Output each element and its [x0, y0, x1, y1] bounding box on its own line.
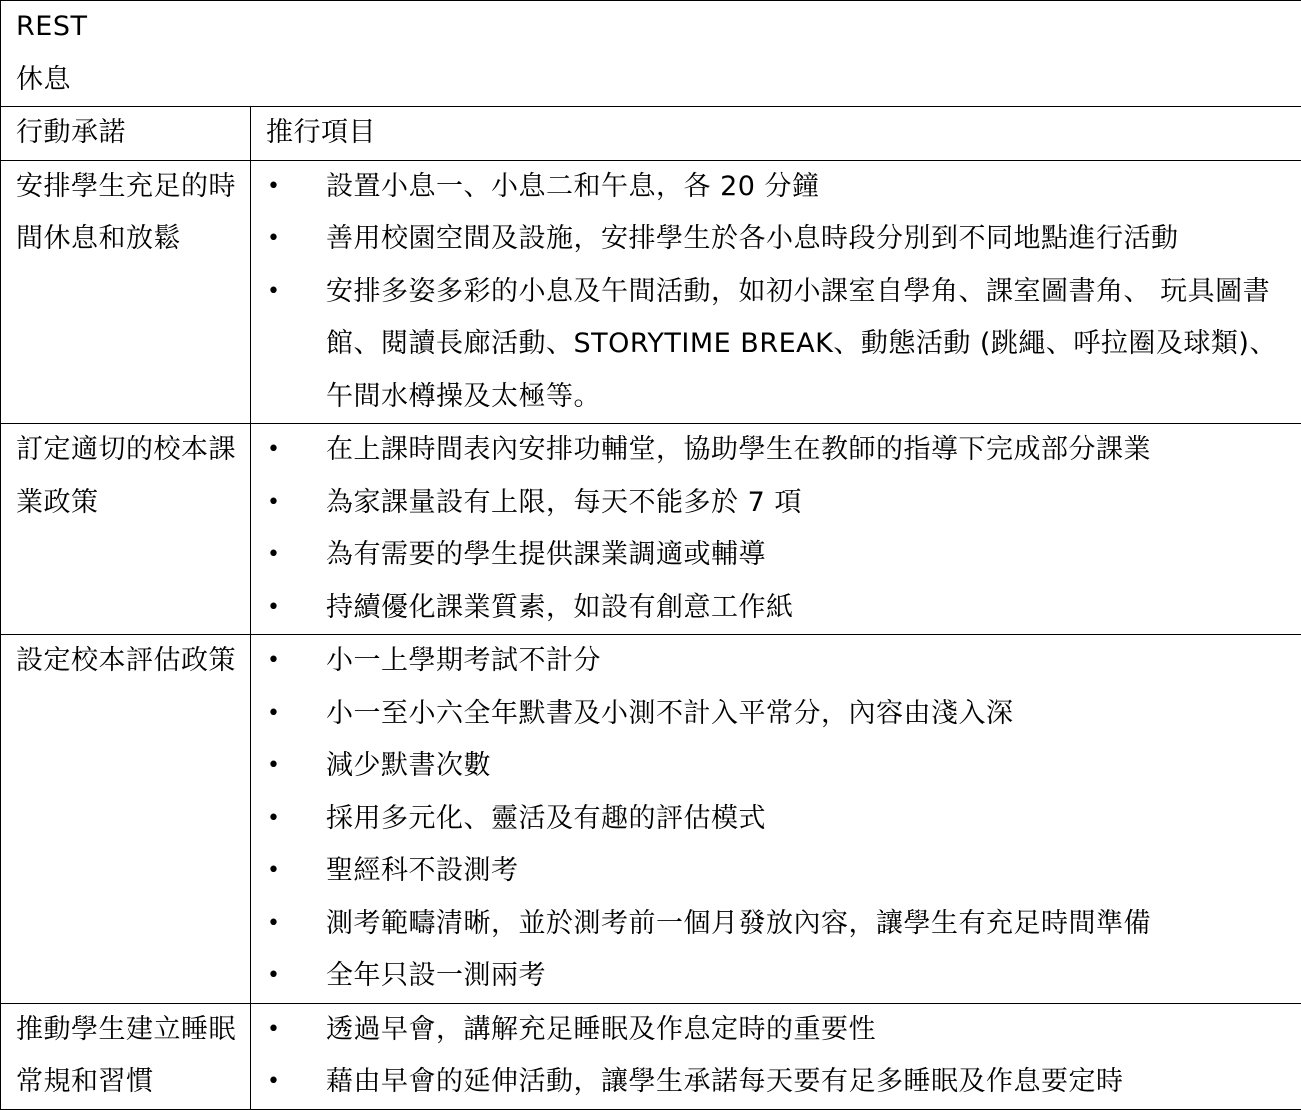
list-item-text: 持續優化課業質素，如設有創意工作紙	[326, 592, 794, 623]
title-english: REST	[16, 1, 1301, 54]
list-item	[266, 161, 1301, 214]
list-item	[266, 845, 1301, 898]
table-row	[1, 424, 1301, 635]
list-item	[266, 477, 1301, 530]
list-item	[266, 898, 1301, 951]
commitment-cell: 設定校本評估政策	[1, 635, 251, 1004]
bullet-icon: •	[267, 477, 280, 530]
commitment-cell: 安排學生充足的時間休息和放鬆	[1, 160, 251, 424]
bullet-icon: •	[267, 688, 280, 741]
column-header-items: 推行項目	[251, 107, 1301, 161]
commitment-cell: 訂定適切的校本課業政策	[1, 424, 251, 635]
bullet-icon: •	[267, 845, 280, 898]
table-row	[1, 160, 1301, 424]
list-item-text: 在上課時間表內安排功輔堂，協助學生在教師的指導下完成部分課業	[326, 434, 1151, 465]
items-list	[266, 635, 1301, 1003]
list-item-text: 為家課量設有上限，每天不能多於 7 項	[326, 487, 802, 518]
list-item-text: 小一至小六全年默書及小測不計入平常分，內容由淺入深	[326, 698, 1014, 729]
bullet-icon: •	[267, 529, 280, 582]
list-item	[266, 266, 1301, 424]
items-list	[266, 424, 1301, 634]
items-cell	[251, 635, 1301, 1004]
bullet-icon: •	[267, 266, 280, 319]
bullet-icon: •	[267, 582, 280, 635]
list-item-text: 聖經科不設測考	[326, 855, 519, 886]
column-header-row	[1, 107, 1301, 161]
list-item-text: 小一上學期考試不計分	[326, 645, 601, 676]
bullet-icon: •	[267, 161, 280, 214]
list-item	[266, 582, 1301, 635]
bullet-icon: •	[267, 793, 280, 846]
title-cell	[1, 1, 1301, 107]
list-item	[266, 688, 1301, 741]
list-item-text: 藉由早會的延伸活動，讓學生承諾每天要有足多睡眠及作息要定時	[326, 1066, 1124, 1097]
list-item-text: 全年只設一測兩考	[326, 960, 546, 991]
list-item	[266, 213, 1301, 266]
list-item	[266, 793, 1301, 846]
title-chinese: 休息	[16, 54, 1301, 107]
list-item-text: 測考範疇清晰，並於測考前一個月發放內容，讓學生有充足時間準備	[326, 908, 1151, 939]
list-item	[266, 635, 1301, 688]
bullet-icon: •	[267, 950, 280, 1003]
bullet-icon: •	[267, 213, 280, 266]
list-item	[266, 1056, 1301, 1109]
table-row	[1, 635, 1301, 1004]
list-item	[266, 424, 1301, 477]
list-item-text: 設置小息一、小息二和午息，各 20 分鐘	[326, 171, 820, 202]
table-row	[1, 1003, 1301, 1109]
column-header-commitment: 行動承諾	[1, 107, 251, 161]
title-row	[1, 1, 1301, 107]
bullet-icon: •	[267, 740, 280, 793]
bullet-icon: •	[267, 1004, 280, 1057]
items-cell	[251, 160, 1301, 424]
list-item-text: 為有需要的學生提供課業調適或輔導	[326, 539, 766, 570]
list-item-text: 透過早會，講解充足睡眠及作息定時的重要性	[326, 1014, 876, 1045]
commitment-cell: 推動學生建立睡眠常規和習慣	[1, 1003, 251, 1109]
list-item-text: 安排多姿多彩的小息及午間活動，如初小課室自學角、課室圖書角、 玩具圖書館、閱讀長廊活動、STORYTIME BREAK、動態活動 (跳繩、呼拉圈及球類)、午間水樽操及太極等。	[326, 276, 1277, 412]
list-item	[266, 529, 1301, 582]
bullet-icon: •	[267, 424, 280, 477]
list-item-text: 減少默書次數	[326, 750, 491, 781]
items-cell	[251, 1003, 1301, 1109]
items-cell	[251, 424, 1301, 635]
list-item-text: 採用多元化、靈活及有趣的評估模式	[326, 803, 766, 834]
list-item-text: 善用校園空間及設施，安排學生於各小息時段分別到不同地點進行活動	[326, 223, 1179, 254]
bullet-icon: •	[267, 635, 280, 688]
bullet-icon: •	[267, 898, 280, 951]
list-item	[266, 740, 1301, 793]
list-item	[266, 950, 1301, 1003]
list-item	[266, 1004, 1301, 1057]
items-list	[266, 161, 1301, 424]
items-list	[266, 1004, 1301, 1109]
bullet-icon: •	[267, 1056, 280, 1109]
